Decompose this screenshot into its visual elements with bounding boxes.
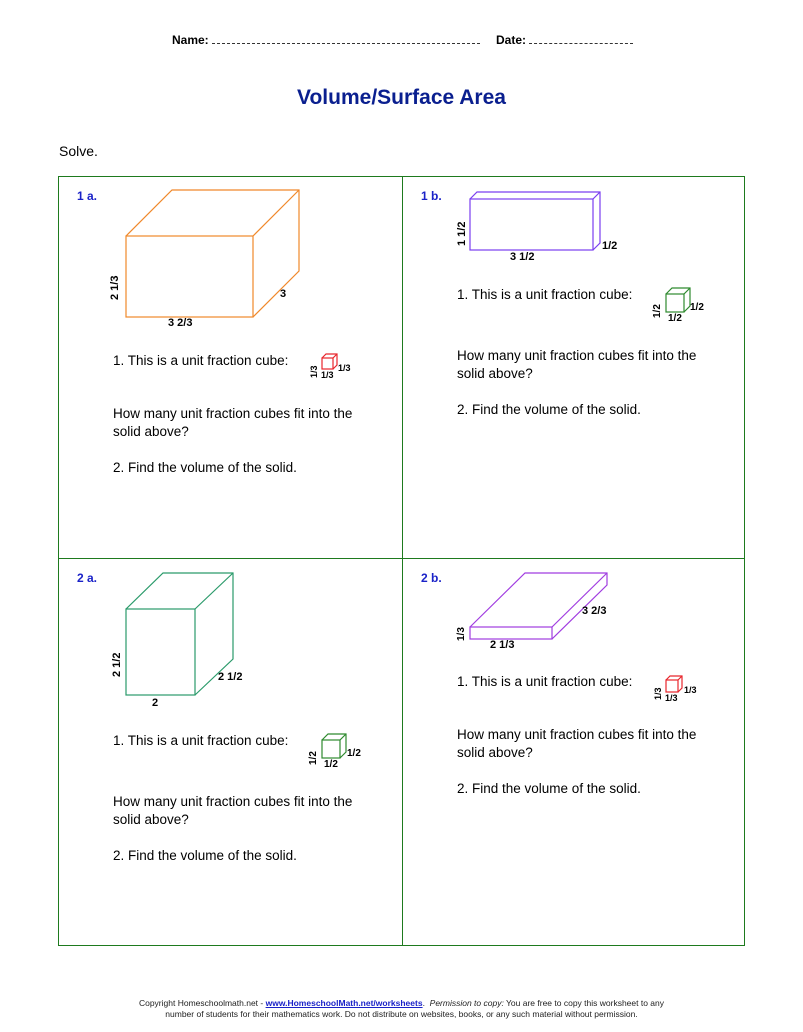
name-label: Name: [172, 33, 209, 47]
q2-2a: 2. Find the volume of the solid. [113, 848, 297, 863]
date-blank[interactable] [529, 32, 633, 44]
unit-dim-b-2a: 1/2 [347, 748, 361, 759]
unit-dim-c-2b: 1/3 [665, 693, 678, 703]
problem-label-2a: 2 a. [77, 571, 98, 585]
grid-divider-horizontal [58, 558, 745, 559]
footer-permission-text: You are free to copy this worksheet to any [503, 998, 665, 1008]
dim-height-2b: 1/3 [456, 627, 467, 641]
q1-2b: 1. This is a unit fraction cube: [457, 674, 633, 689]
unit-dim-a-2b: 1/3 [653, 687, 663, 700]
name-field[interactable] [172, 32, 480, 47]
problem-label-1a: 1 a. [77, 189, 98, 203]
footer-copyright: Copyright Homeschoolmath.net - [138, 998, 266, 1008]
dim-depth-1a: 3 [280, 288, 287, 300]
date-label: Date: [496, 33, 527, 47]
q2-2b: 2. Find the volume of the solid. [457, 781, 641, 796]
footer-line-2: number of students for their mathematics work. Do not distribute on websites, books, or any such material without permission. [165, 1009, 638, 1019]
q2-1b: 2. Find the volume of the solid. [457, 402, 641, 417]
dim-width-2b: 2 1/3 [490, 639, 515, 651]
dim-width-1b: 3 1/2 [510, 251, 535, 263]
dim-depth-1b: 1/2 [602, 240, 618, 252]
grid-divider-vertical [402, 176, 403, 946]
footer-permission-label: Permission to copy: [429, 998, 504, 1008]
unit-dim-b-1b: 1/2 [690, 302, 704, 313]
problem-label-2b: 2 b. [421, 571, 442, 585]
unit-dim-c-1b: 1/2 [668, 313, 682, 324]
unit-dim-b-2b: 1/3 [684, 685, 697, 695]
footer-line-1: Copyright Homeschoolmath.net - www.HomeschoolMath.net/worksheets. Permission to copy: You are free to copy this worksheet to any [138, 998, 665, 1008]
q-how-many-1a: How many unit fraction cubes fit into the solid above? [113, 406, 353, 439]
name-blank[interactable] [212, 32, 480, 44]
problem-label-1b: 1 b. [421, 189, 442, 203]
dim-width-2a: 2 [152, 697, 159, 709]
q-how-many-1b: How many unit fraction cubes fit into the solid above? [457, 348, 697, 381]
q-how-many-2b: How many unit fraction cubes fit into the solid above? [457, 727, 697, 760]
unit-dim-b-1a: 1/3 [338, 363, 351, 373]
footer [0, 998, 803, 1020]
footer-link[interactable]: www.HomeschoolMath.net/worksheets [265, 998, 423, 1008]
unit-dim-c-2a: 1/2 [324, 759, 338, 770]
q-how-many-2a: How many unit fraction cubes fit into the solid above? [113, 794, 353, 827]
q1-1a: 1. This is a unit fraction cube: [113, 353, 289, 368]
q1-1b: 1. This is a unit fraction cube: [457, 287, 633, 302]
date-field[interactable] [496, 32, 633, 47]
q2-1a: 2. Find the volume of the solid. [113, 460, 297, 475]
dim-height-2a: 2 1/2 [111, 652, 123, 677]
dim-depth-2b: 3 2/3 [582, 605, 607, 617]
dim-height-1b: 1 1/2 [456, 221, 468, 246]
page-title: Volume/Surface Area [297, 86, 506, 109]
instruction: Solve. [59, 143, 98, 159]
q1-2a: 1. This is a unit fraction cube: [113, 733, 289, 748]
dim-height-1a: 2 1/3 [109, 275, 121, 300]
unit-dim-a-1b: 1/2 [652, 304, 663, 318]
dim-depth-2a: 2 1/2 [218, 671, 243, 683]
unit-dim-a-2a: 1/2 [308, 751, 319, 765]
unit-dim-a-1a: 1/3 [309, 365, 319, 378]
dim-width-1a: 3 2/3 [168, 317, 193, 329]
unit-dim-c-1a: 1/3 [321, 370, 334, 380]
